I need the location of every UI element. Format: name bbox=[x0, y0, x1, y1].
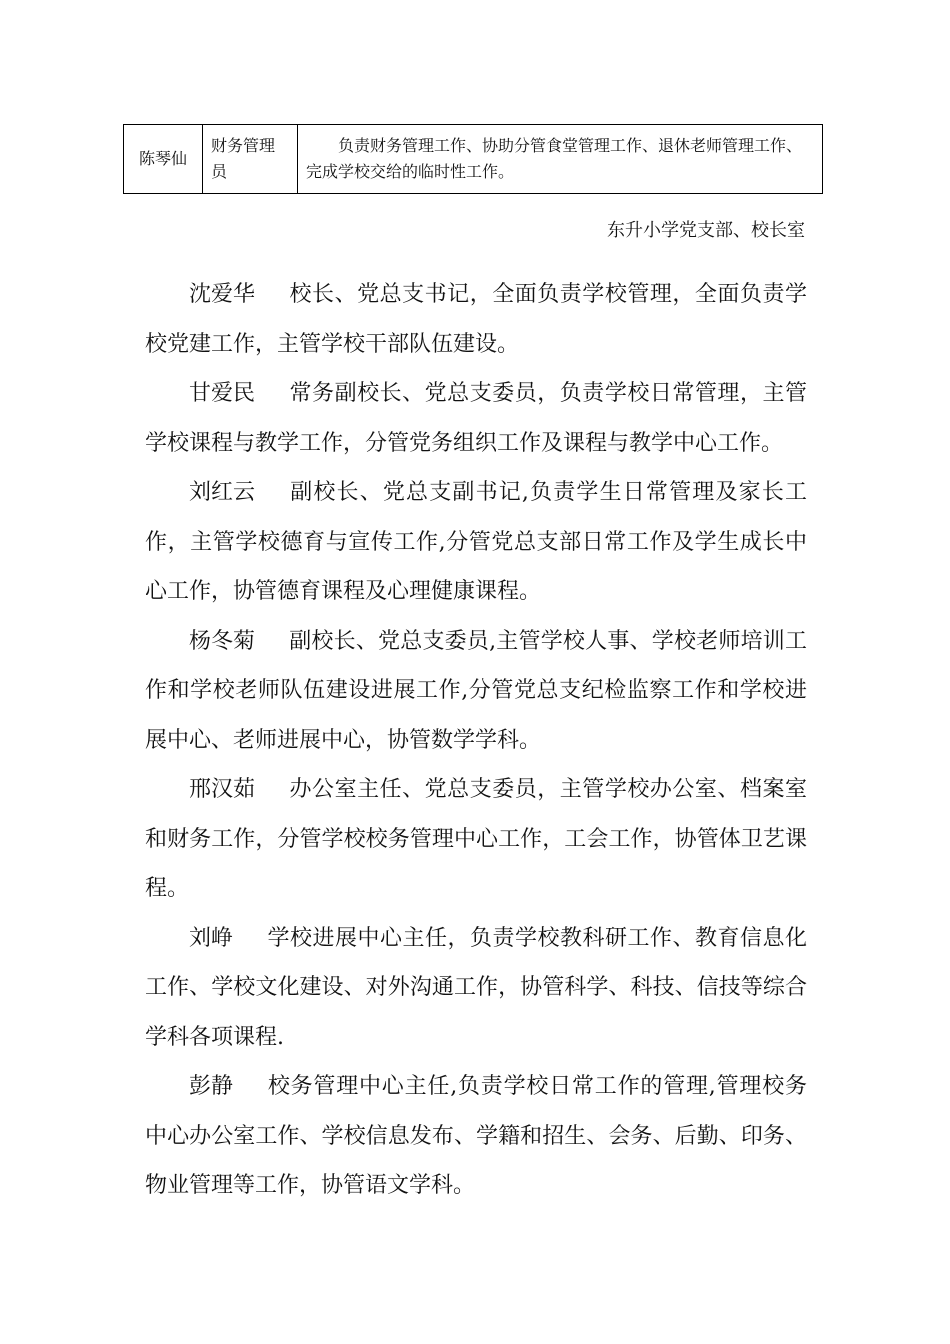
leader-duties: 副校长、党总支委员,主管学校人事、学校老师培训工作和学校老师队伍建设进展工作,分管党总支纪检监察工作和学校进展中心、老师进展中心，协管数学学科。 bbox=[145, 628, 807, 753]
leader-name: 邢汉茹 bbox=[189, 777, 256, 802]
leader-name: 甘爱民 bbox=[189, 381, 256, 406]
list-item bbox=[145, 617, 807, 766]
leader-duties: 常务副校长、党总支委员，负责学校日常管理，主管学校课程与教学工作，分管党务组织工作及课程与教学中心工作。 bbox=[145, 381, 807, 456]
leader-name: 刘峥 bbox=[189, 925, 234, 951]
leader-duties: 校务管理中心主任,负责学校日常工作的管理,管理校务中心办公室工作、学校信息发布、学籍和招生、会务、后勤、印务、物业管理等工作，协管语文学科。 bbox=[145, 1074, 807, 1198]
leader-duties: 副校长、党总支副书记,负责学生日常管理及家长工作，主管学校德育与宣传工作,分管党总支部日常工作及学生成长中心工作，协管德育课程及心理健康课程。 bbox=[145, 480, 807, 604]
leader-duties: 学校进展中心主任，负责学校教科研工作、教育信息化工作、学校文化建设、对外沟通工作，协管科学、科技、信技等综合学科各项课程. bbox=[145, 925, 807, 1050]
leader-duties: 校长、党总支书记，全面负责学校管理，全面负责学校党建工作，主管学校干部队伍建设。 bbox=[145, 282, 807, 357]
list-item bbox=[145, 765, 807, 914]
leader-name: 杨冬菊 bbox=[189, 628, 256, 654]
staff-name-cell: 陈琴仙 bbox=[124, 125, 203, 194]
staff-role-cell: 财务管理员 bbox=[203, 125, 298, 194]
leader-duties: 办公室主任、党总支委员，主管学校办公室、档案室和财务工作，分管学校校务管理中心工作，工会工作，协管体卫艺课程。 bbox=[145, 777, 807, 901]
leader-name: 彭静 bbox=[189, 1074, 234, 1099]
list-item bbox=[145, 1062, 807, 1211]
table-row bbox=[124, 125, 823, 194]
list-item bbox=[145, 468, 807, 617]
issuer-signature: 东升小学党支部、校长室 bbox=[607, 220, 805, 241]
leader-duty-list bbox=[145, 270, 807, 1211]
leader-name: 刘红云 bbox=[189, 480, 256, 505]
list-item bbox=[145, 369, 807, 468]
leader-name: 沈爱华 bbox=[189, 282, 256, 307]
list-item bbox=[145, 914, 807, 1063]
list-item bbox=[145, 270, 807, 369]
staff-duty-cell: 负责财务管理工作、协助分管食堂管理工作、退休老师管理工作、完成学校交给的临时性工作。 bbox=[298, 125, 823, 194]
duty-table bbox=[123, 124, 823, 194]
